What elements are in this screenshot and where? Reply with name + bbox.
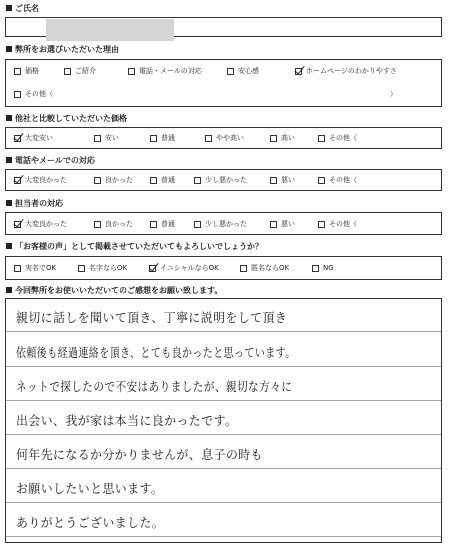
square-bullet-icon bbox=[6, 46, 12, 52]
checkbox[interactable] bbox=[149, 265, 156, 272]
checkbox[interactable] bbox=[14, 68, 21, 75]
checkbox[interactable] bbox=[318, 177, 325, 184]
reason-option[interactable]: 安心感 bbox=[227, 64, 259, 78]
comment-textarea[interactable] bbox=[5, 298, 442, 543]
phone-option[interactable]: 普通 bbox=[150, 173, 175, 187]
checkbox[interactable] bbox=[295, 68, 302, 75]
checkbox[interactable] bbox=[194, 221, 201, 228]
checkbox[interactable] bbox=[318, 221, 325, 228]
publish-option[interactable]: 匿名ならOK bbox=[240, 261, 289, 275]
checkbox[interactable] bbox=[64, 68, 71, 75]
staff-row bbox=[14, 217, 437, 231]
reason-option[interactable]: ご紹介 bbox=[64, 64, 96, 78]
checkbox[interactable] bbox=[150, 221, 157, 228]
checkbox[interactable] bbox=[14, 221, 21, 228]
handwritten-line: 何年先になるか分かりませんが、息子の時も bbox=[16, 447, 264, 462]
staff-option[interactable]: 普通 bbox=[150, 217, 175, 231]
checkbox[interactable] bbox=[194, 177, 201, 184]
price-option[interactable]: 普通 bbox=[150, 131, 175, 145]
phone-section-title: 電話やメールでの対応 bbox=[6, 155, 95, 167]
name-section-title: ご氏名 bbox=[6, 3, 39, 15]
publish-section-title: 「お客様の声」として掲載させていただいてもよろしいでしょうか？ bbox=[6, 241, 263, 253]
handwritten-line: ネットで探したので不安はありましたが、親切な方々に bbox=[16, 379, 293, 394]
reason-option[interactable]: ホームページのわかりやすさ bbox=[295, 64, 397, 78]
price-row bbox=[14, 131, 437, 145]
publish-option[interactable]: 名字ならOK bbox=[78, 261, 127, 275]
staff-option[interactable]: 良かった bbox=[94, 217, 133, 231]
publish-options-box bbox=[5, 256, 442, 280]
ruled-line bbox=[6, 331, 441, 332]
checkbox[interactable] bbox=[94, 177, 101, 184]
publish-option[interactable]: 実名でOK bbox=[14, 261, 56, 275]
checkbox[interactable] bbox=[318, 135, 325, 142]
checkbox[interactable] bbox=[14, 265, 21, 272]
checkbox[interactable] bbox=[270, 177, 277, 184]
checkbox[interactable] bbox=[227, 68, 234, 75]
square-bullet-icon bbox=[6, 157, 12, 163]
ruled-line bbox=[6, 502, 441, 503]
checkbox[interactable] bbox=[150, 177, 157, 184]
reason-options-box bbox=[5, 59, 442, 107]
staff-option[interactable]: その他（ bbox=[318, 217, 357, 231]
phone-option[interactable]: その他（ bbox=[318, 173, 357, 187]
ruled-line bbox=[6, 400, 441, 401]
reason-section-title: 弊所をお選びいただいた理由 bbox=[6, 44, 119, 56]
phone-option[interactable]: 悪い bbox=[270, 173, 295, 187]
square-bullet-icon bbox=[6, 5, 12, 11]
checkbox[interactable] bbox=[205, 135, 212, 142]
reason-option[interactable]: 電話・メールの対応 bbox=[128, 64, 202, 78]
reason-option[interactable]: 価格 bbox=[14, 64, 39, 78]
handwritten-line: 依頼後も経過連絡を頂き、とても良かったと思っています。 bbox=[16, 345, 296, 360]
publish-option[interactable]: NG bbox=[312, 261, 334, 275]
checkbox[interactable] bbox=[94, 221, 101, 228]
phone-option[interactable]: 少し悪かった bbox=[194, 173, 247, 187]
price-option[interactable]: 高い bbox=[270, 131, 295, 145]
checkbox[interactable] bbox=[128, 68, 135, 75]
reason-row-2 bbox=[14, 87, 437, 101]
redacted-name bbox=[46, 19, 174, 41]
ruled-line bbox=[6, 366, 441, 367]
reason-other-option[interactable]: その他（ bbox=[14, 87, 53, 101]
checkbox[interactable] bbox=[78, 265, 85, 272]
handwritten-line: 親切に話しを聞いて頂き、丁寧に説明をして頂き bbox=[16, 310, 288, 325]
staff-option[interactable]: 少し悪かった bbox=[194, 217, 247, 231]
ruled-line bbox=[6, 468, 441, 469]
handwritten-line: ありがとうございました。 bbox=[16, 515, 165, 530]
staff-section-title: 担当者の対応 bbox=[6, 198, 63, 210]
staff-options-box bbox=[5, 212, 442, 235]
checkbox[interactable] bbox=[270, 221, 277, 228]
price-options-box bbox=[5, 127, 442, 149]
name-field[interactable] bbox=[5, 17, 442, 37]
handwritten-line: 出会い、我が家は本当に良かったです。 bbox=[16, 413, 238, 428]
checkbox[interactable] bbox=[240, 265, 247, 272]
ruled-line bbox=[6, 434, 441, 435]
phone-option[interactable]: 大変良かった bbox=[14, 173, 67, 187]
square-bullet-icon bbox=[6, 287, 12, 293]
phone-option[interactable]: 良かった bbox=[94, 173, 133, 187]
price-option[interactable]: 安い bbox=[94, 131, 119, 145]
square-bullet-icon bbox=[6, 200, 12, 206]
checkbox[interactable] bbox=[312, 265, 319, 272]
price-option[interactable]: 大変安い bbox=[14, 131, 53, 145]
publish-row bbox=[14, 261, 437, 275]
checkbox[interactable] bbox=[150, 135, 157, 142]
other-close-paren: ） bbox=[390, 90, 397, 98]
checkbox[interactable] bbox=[270, 135, 277, 142]
comment-section-title: 今回弊所をお使いいただいてのご感想をお願い致します。 bbox=[6, 285, 222, 297]
price-option[interactable]: その他（ bbox=[318, 131, 357, 145]
publish-option[interactable]: イニシャルならOK bbox=[149, 261, 219, 275]
staff-option[interactable]: 大変良かった bbox=[14, 217, 67, 231]
ruled-line bbox=[6, 536, 441, 537]
phone-options-box bbox=[5, 169, 442, 191]
staff-option[interactable]: 悪い bbox=[270, 217, 295, 231]
price-section-title: 他社と比較していただいた価格 bbox=[6, 113, 127, 125]
phone-row bbox=[14, 173, 437, 187]
checkbox[interactable] bbox=[94, 135, 101, 142]
checkbox[interactable] bbox=[14, 91, 21, 98]
price-option[interactable]: やや高い bbox=[205, 131, 244, 145]
checkbox[interactable] bbox=[14, 135, 21, 142]
checkbox[interactable] bbox=[14, 177, 21, 184]
reason-row-1 bbox=[14, 64, 437, 78]
square-bullet-icon bbox=[6, 115, 12, 121]
handwritten-line: お願いしたいと思います。 bbox=[16, 481, 164, 496]
square-bullet-icon bbox=[6, 243, 12, 249]
